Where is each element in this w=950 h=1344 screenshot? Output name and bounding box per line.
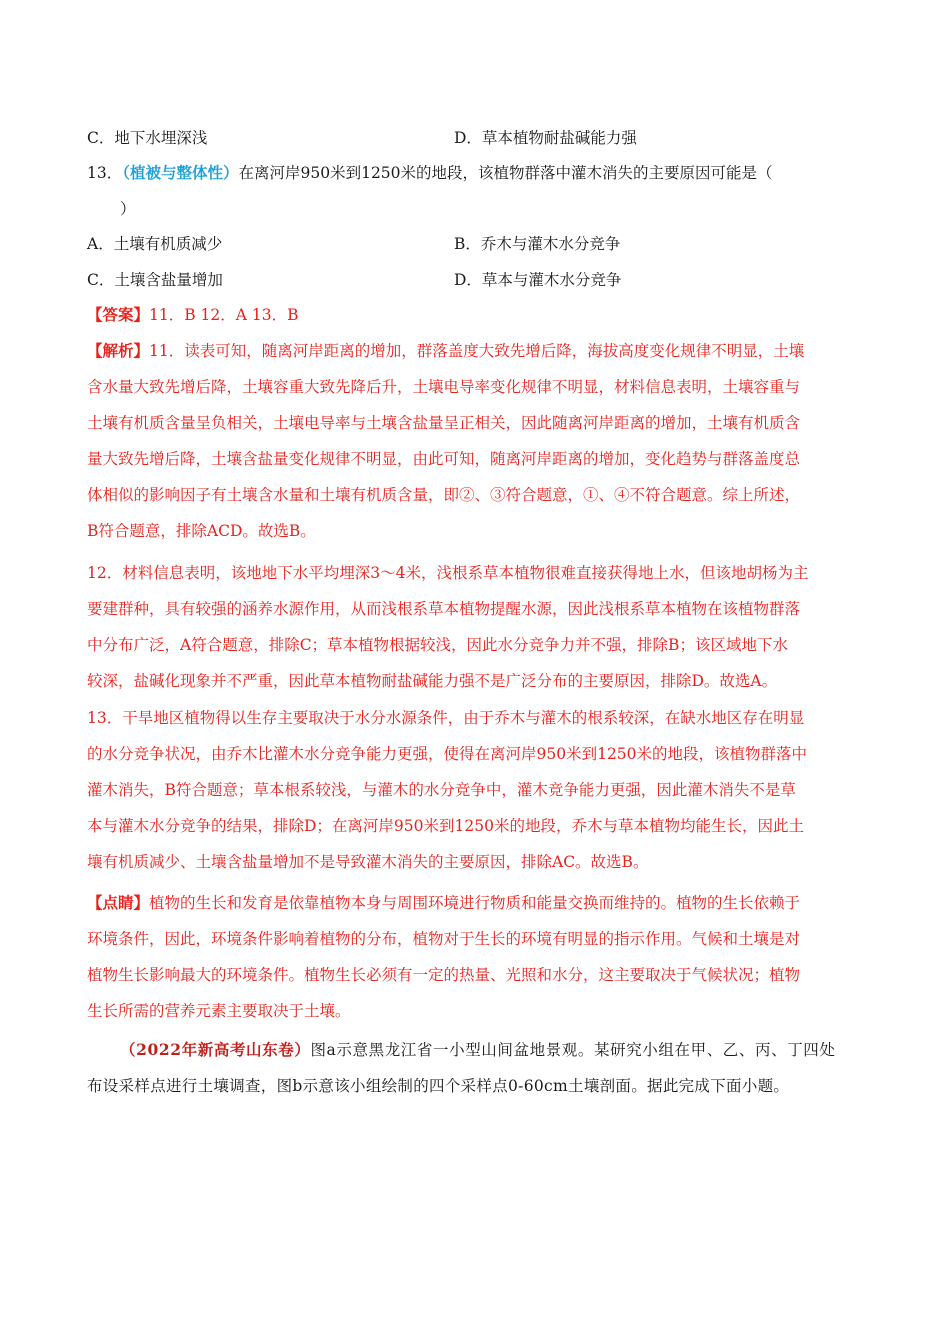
analysis-p11-line-4: 体相似的影响因子有土壤含水量和土壤有机质含量，即②、③符合题意，①、④不符合题意。综上所述， (87, 486, 801, 504)
analysis-p11-line-1: 含水量大致先增后降，土壤容重大致先降后升，土壤电导率变化规律不明显，材料信息表明，土壤容重与 (87, 378, 801, 396)
analysis-p13-line-1: 的水分竞争状况，由乔木比灌木水分竞争能力更强，使得在离河岸950米到1250米的地段，该植物群落中 (87, 745, 808, 763)
q13-option-b: B．乔木与灌木水分竞争 (454, 235, 621, 253)
analysis-p11-line-2: 土壤有机质含量呈负相关，土壤电导率与土壤含盐量呈正相关，因此随离河岸距离的增加，土壤有机质含 (87, 414, 801, 432)
analysis-p12-line-0: 12．材料信息表明，该地地下水平均埋深3～4米，浅根系草本植物很难直接获得地上水，但该地胡杨为主 (87, 564, 809, 582)
analysis-p11-line-0: 【解析】11．读表可知，随离河岸距离的增加，群落盖度大致先增后降，海拔高度变化规律不明显，土壤 (87, 341, 805, 360)
analysis-p13-line-4: 壤有机质减少、土壤含盐量增加不是导致灌木消失的主要原因，排除AC。故选B。 (87, 853, 649, 871)
analysis-p13-line-2: 灌木消失，B符合题意；草本根系较浅，与灌木的水分竞争中，灌木竞争能力更强，因此灌木消失不是草 (87, 781, 796, 799)
next-intro-line-2: 布设采样点进行土壤调查，图b示意该小组绘制的四个采样点0-60cm土壤剖面。据此完成下面小题。 (87, 1077, 790, 1095)
analysis-p13-line-3: 本与灌木水分竞争的结果，排除D；在离河岸950米到1250米的地段，乔木与草本植物均能生长，因此土 (87, 817, 804, 835)
q13-option-d: D．草本与灌木水分竞争 (454, 271, 622, 289)
q13-tag: （植被与整体性） (122, 163, 239, 182)
q13-option-a: A．土壤有机质减少 (87, 235, 223, 253)
q12-option-d: D．草本植物耐盐碱能力强 (454, 129, 637, 147)
q13-stem (87, 163, 867, 183)
q13-option-c: C．土壤含盐量增加 (87, 271, 223, 289)
q13-number: 13． (87, 164, 123, 182)
next-intro-source: （2022年新高考山东卷） (120, 1040, 311, 1059)
answer-text: 11．B 12．A 13．B (149, 306, 299, 324)
tip-line-0: 【点睛】植物的生长和发育是依靠植物本身与周围环境进行物质和能量交换而维持的。植物的生长依赖于 (87, 893, 801, 912)
analysis-p12-line-3: 较深，盐碱化现象并不严重，因此草本植物耐盐碱能力强不是广泛分布的主要原因，排除D。故选A。 (87, 672, 778, 690)
analysis-p11-line-3: 量大致先增后降，土壤含盐量变化规律不明显，由此可知，随离河岸距离的增加，变化趋势与群落盖度总 (87, 450, 801, 468)
next-intro-line-1: （2022年新高考山东卷）图a示意黑龙江省一小型山间盆地景观。某研究小组在甲、乙、丙、丁四处 (120, 1040, 836, 1059)
tip-label: 【点睛】 (87, 893, 150, 912)
q13-stem-text: 在离河岸950米到1250米的地段，该植物群落中灌木消失的主要原因可能是（ (238, 164, 773, 182)
analysis-p12-line-2: 中分布广泛，A符合题意，排除C；草本植物根据较浅，因此水分竞争力并不强，排除B；该区域地下水 (87, 636, 788, 654)
tip-line-3: 生长所需的营养元素主要取决于土壤。 (87, 1002, 351, 1020)
analysis-p13-line-0: 13．干旱地区植物得以生存主要取决于水分水源条件，由于乔木与灌木的根系较深，在缺水地区存在明显 (87, 709, 805, 727)
q13-stem-close: ） (120, 200, 136, 218)
answer-line (87, 305, 867, 325)
answer-label: 【答案】 (87, 305, 150, 324)
analysis-p11-line-5: B符合题意，排除ACD。故选B。 (87, 522, 316, 540)
analysis-p12-line-1: 要建群种，具有较强的涵养水源作用，从而浅根系草本植物提醒水源，因此浅根系草本植物在该植物群落 (87, 600, 801, 618)
tip-line-2: 植物生长影响最大的环境条件。植物生长必须有一定的热量、光照和水分，这主要取决于气候状况；植物 (87, 966, 801, 984)
analysis-label: 【解析】 (87, 341, 150, 360)
q12-option-c: C．地下水埋深浅 (87, 129, 208, 147)
tip-line-1: 环境条件，因此，环境条件影响着植物的分布，植物对于生长的环境有明显的指示作用。气候和土壤是对 (87, 930, 801, 948)
